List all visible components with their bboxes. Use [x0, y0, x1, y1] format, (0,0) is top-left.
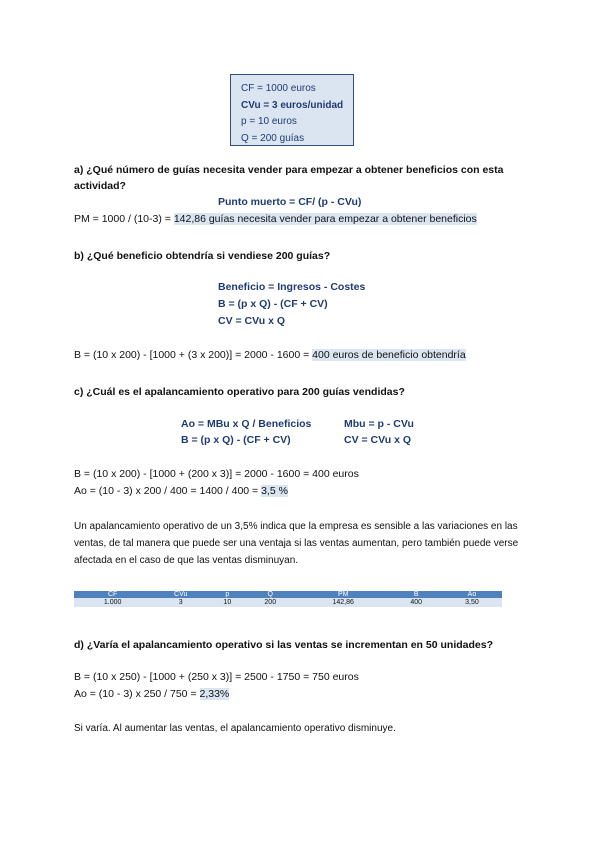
formula-b: B = (p x Q) - (CF + CV)	[218, 298, 328, 310]
formula-beneficio: Beneficio = Ingresos - Costes	[218, 281, 366, 293]
table-cell: 200	[245, 598, 297, 607]
answer-d: 2,33%	[199, 688, 230, 700]
data-line-q: Q = 200 guías	[241, 132, 305, 144]
calc-c-1: B = (10 x 200) - [1000 + (200 x 3)] = 2000 - 1600 = 400 euros	[74, 468, 359, 480]
answer-a: 142,86 guías necesita vender para empezar a obtener beneficios	[173, 213, 477, 225]
table-header: PM	[296, 591, 390, 598]
paragraph-c: Un apalancamiento operativo de un 3,5% indica que la empresa es sensible a las variaciones en las ventas, de tal manera que puede ser una ventaja si las ventas aumentan, pero también puede verse afectada en el caso de que las ventas disminuyan.	[74, 521, 519, 566]
table-header: p	[210, 591, 244, 598]
calc-b	[74, 349, 466, 361]
calc-c-2	[74, 485, 288, 497]
summary-table	[74, 591, 502, 607]
table-cell: 3	[151, 598, 210, 607]
formula-cv-c: CV = CVu x Q	[344, 434, 412, 446]
calc-a-expression: PM = 1000 / (10-3) =	[74, 213, 174, 225]
question-a: a) ¿Qué número de guías necesita vender para empezar a obtener beneficios con esta actividad?	[74, 164, 504, 192]
formula-cv: CV = CVu x Q	[218, 315, 286, 327]
calc-d-expression: Ao = (10 - 3) x 250 / 750 =	[74, 688, 200, 700]
question-c: c) ¿Cuál es el apalancamiento operativo para 200 guías vendidas?	[74, 386, 405, 398]
question-b: b) ¿Qué beneficio obtendría si vendiese 200 guías?	[74, 250, 331, 262]
table-header: Ao	[442, 591, 502, 598]
formula-b-c: B = (p x Q) - (CF + CV)	[181, 434, 291, 446]
table-cell: 3,50	[442, 598, 502, 607]
calc-b-expression: B = (10 x 200) - [1000 + (3 x 200)] = 2000 - 1600 =	[74, 349, 313, 361]
data-line-p: p = 10 euros	[241, 116, 297, 127]
data-line-cf: CF = 1000 euros	[241, 83, 316, 94]
formula-ao: Ao = MBu x Q / Beneficios	[181, 418, 312, 430]
table-header: CVu	[151, 591, 210, 598]
calc-a	[74, 213, 477, 225]
question-d: d) ¿Varía el apalancamiento operativo si las ventas se incrementan en 50 unidades?	[74, 639, 493, 651]
conclusion-d: Si varía. Al aumentar las ventas, el apalancamiento operativo disminuye.	[74, 723, 396, 734]
data-line-cvu: CVu = 3 euros/unidad	[241, 99, 344, 111]
table-cell: 10	[210, 598, 244, 607]
calc-d-1: B = (10 x 250) - [1000 + (250 x 3)] = 2500 - 1750 = 750 euros	[74, 671, 359, 683]
table-header: B	[390, 591, 442, 598]
calc-c-expression: Ao = (10 - 3) x 200 / 400 = 1400 / 400 =	[74, 485, 262, 497]
formula-punto-muerto: Punto muerto = CF/ (p - CVu)	[218, 196, 362, 208]
table-header-row	[74, 591, 502, 598]
data-box	[230, 74, 354, 146]
table-cell: 1.000	[74, 598, 151, 607]
table-cell: 142,86	[296, 598, 390, 607]
table-cell: 400	[390, 598, 442, 607]
answer-c: 3,5 %	[261, 485, 288, 497]
calc-d-2	[74, 688, 229, 700]
answer-b: 400 euros de beneficio obtendría	[312, 349, 466, 361]
table-row	[74, 598, 502, 607]
table-header: Q	[245, 591, 297, 598]
table-header: CF	[74, 591, 151, 598]
formula-mbu: Mbu = p - CVu	[344, 418, 414, 430]
